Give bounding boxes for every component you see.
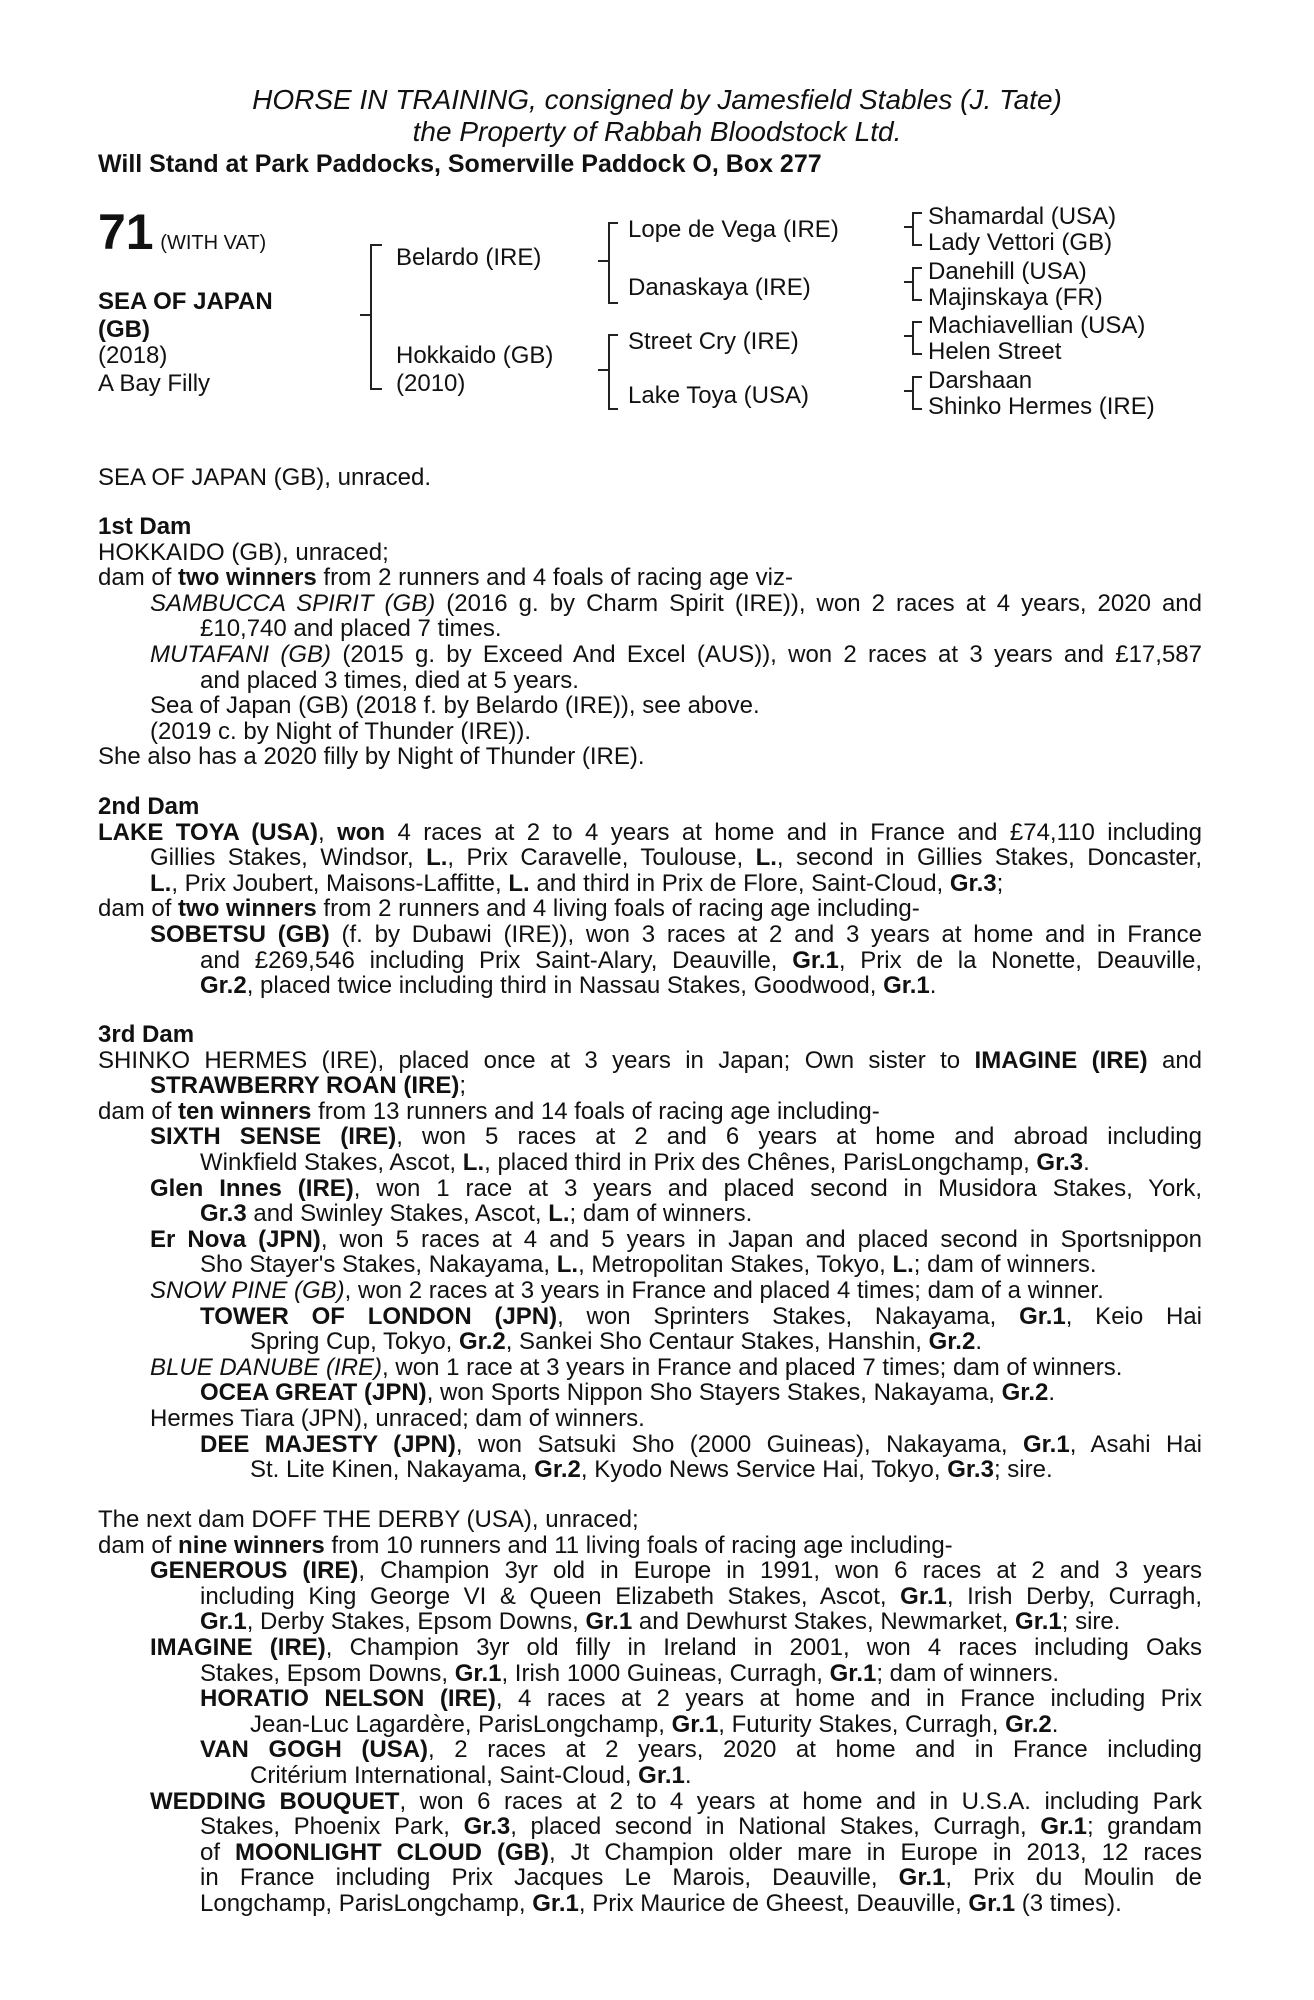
first-dam-line: HOKKAIDO (GB), unraced; <box>98 538 389 566</box>
first-dam-line: (2019 c. by Night of Thunder (IRE)). <box>150 717 532 745</box>
sire: Belardo (IRE) <box>396 244 542 271</box>
brace-g3-3-tip <box>904 335 912 337</box>
brace-g3-2 <box>912 267 922 301</box>
gen3-4: Majinskaya (FR) <box>928 284 1103 311</box>
next-dam-line: IMAGINE (IRE), Champion 3yr old filly in Ireland in 2001, won 4 races including Oaks <box>150 1634 1203 1661</box>
second-dam-line: and £269,546 including Prix Saint-Alary, Deauville, Gr.1, Prix de la Nonette, Deauville, <box>200 946 1203 974</box>
next-dam-line: The next dam DOFF THE DERBY (USA), unraced; <box>98 1506 639 1533</box>
next-dam-line: HORATIO NELSON (IRE), 4 races at 2 years at home and in France including Prix <box>200 1685 1202 1713</box>
third-dam-line: Gr.3 and Swinley Stakes, Ascot, L.; dam of winners. <box>200 1200 753 1228</box>
lot-description: A Bay Filly <box>98 370 211 397</box>
first-dam-line: £10,740 and placed 7 times. <box>200 615 502 643</box>
third-dam-line: Winkfield Stakes, Ascot, L., placed third in Prix des Chênes, ParisLongchamp, Gr.3. <box>200 1149 1090 1176</box>
second-dam-heading: 2nd Dam <box>98 793 200 820</box>
first-dam-line: dam of two winners from 2 runners and 4 foals of racing age viz- <box>98 564 793 592</box>
lot-name-2: (GB) <box>98 316 150 343</box>
brace-g3-4 <box>912 376 922 410</box>
header-location: Will Stand at Park Paddocks, Somerville Paddock O, Box 277 <box>98 150 822 178</box>
brace-sire <box>608 222 618 304</box>
header-property: the Property of Rabbah Bloodstock Ltd. <box>412 116 902 147</box>
third-dam-line: SIXTH SENSE (IRE), won 5 races at 2 and 6 years at home and abroad including <box>150 1123 1202 1151</box>
brace-gen1-tip <box>360 314 370 316</box>
dam: Hokkaido (GB) <box>396 342 554 369</box>
gen3-1: Shamardal (USA) <box>928 203 1117 230</box>
brace-dam-tip <box>598 369 608 371</box>
third-dam-line: Sho Stayer's Stakes, Nakayama, L., Metropolitan Stakes, Tokyo, L.; dam of winners. <box>200 1251 1097 1279</box>
third-dam-line: Hermes Tiara (JPN), unraced; dam of winners. <box>150 1405 645 1432</box>
lot-number-row <box>98 206 266 258</box>
third-dam-line: Er Nova (JPN), won 5 races at 4 and 5 years in Japan and placed second in Sportsnippon <box>150 1225 1203 1253</box>
second-dam-line: LAKE TOYA (USA), won 4 races at 2 to 4 years at home and in France and £74,110 including <box>98 818 1202 846</box>
third-dam-line: SNOW PINE (GB), won 2 races at 3 years in France and placed 4 times; dam of a winner. <box>150 1277 1104 1304</box>
third-dam-line: TOWER OF LONDON (JPN), won Sprinters Stakes, Nakayama, Gr.1, Keio Hai <box>200 1302 1202 1330</box>
third-dam-line: St. Lite Kinen, Nakayama, Gr.2, Kyodo News Service Hai, Tokyo, Gr.3; sire. <box>250 1456 1053 1484</box>
next-dam-line: Critérium International, Saint-Cloud, Gr.1. <box>250 1762 692 1789</box>
brace-g3-4-tip <box>904 390 912 392</box>
dam-dam: Lake Toya (USA) <box>628 382 809 409</box>
lot-vat: (WITH VAT) <box>160 232 267 254</box>
next-dam-line: dam of nine winners from 10 runners and 11 living foals of racing age including- <box>98 1531 953 1559</box>
next-dam-line: Jean-Luc Lagardère, ParisLongchamp, Gr.1, Futurity Stakes, Curragh, Gr.2. <box>250 1710 1059 1738</box>
next-dam-line: Stakes, Epsom Downs, Gr.1, Irish 1000 Guineas, Curragh, Gr.1; dam of winners. <box>200 1659 1060 1687</box>
second-dam-line: SOBETSU (GB) (f. by Dubawi (IRE)), won 3 races at 2 and 3 years at home and in France <box>150 921 1202 948</box>
third-dam-line: SHINKO HERMES (IRE), placed once at 3 years in Japan; Own sister to IMAGINE (IRE) and <box>98 1046 1203 1074</box>
first-dam-line: MUTAFANI (GB) (2015 g. by Exceed And Excel (AUS)), won 2 races at 3 years and £17,587 <box>150 641 1202 668</box>
gen3-8: Shinko Hermes (IRE) <box>928 393 1155 420</box>
gen3-6: Helen Street <box>928 338 1062 365</box>
second-dam-line: Gr.2, placed twice including third in Nassau Stakes, Goodwood, Gr.1. <box>200 972 937 1000</box>
next-dam-line: in France including Prix Jacques Le Marois, Deauville, Gr.1, Prix du Moulin de <box>200 1864 1203 1892</box>
third-dam-line: OCEA GREAT (JPN), won Sports Nippon Sho Stayers Stakes, Nakayama, Gr.2. <box>200 1379 1056 1407</box>
sire-dam: Danaskaya (IRE) <box>628 274 811 301</box>
third-dam-line: STRAWBERRY ROAN (IRE); <box>150 1072 467 1100</box>
brace-sire-tip <box>598 260 608 262</box>
second-dam-line: dam of two winners from 2 runners and 4 living foals of racing age including- <box>98 895 920 923</box>
first-dam-line: SAMBUCCA SPIRIT (GB) (2016 g. by Charm Spirit (IRE)), won 2 races at 4 years, 2020 and <box>150 589 1202 617</box>
third-dam-line: Glen Innes (IRE), won 1 race at 3 years and placed second in Musidora Stakes, York, <box>150 1174 1202 1202</box>
first-dam-heading: 1st Dam <box>98 513 192 540</box>
brace-g3-2-tip <box>904 281 912 283</box>
brace-gen1 <box>370 244 382 390</box>
third-dam-line: DEE MAJESTY (JPN), won Satsuki Sho (2000 Guineas), Nakayama, Gr.1, Asahi Hai <box>200 1430 1202 1458</box>
brace-g3-1 <box>912 212 922 246</box>
third-dam-line: BLUE DANUBE (IRE), won 1 race at 3 years in France and placed 7 times; dam of winners. <box>150 1353 1123 1381</box>
next-dam-line: Stakes, Phoenix Park, Gr.3, placed second in National Stakes, Curragh, Gr.1; grandam <box>200 1813 1203 1841</box>
third-dam-line: dam of ten winners from 13 runners and 14 foals of racing age including- <box>98 1097 880 1125</box>
sire-sire: Lope de Vega (IRE) <box>628 216 839 243</box>
lot-name-1: SEA OF JAPAN <box>98 288 273 315</box>
gen3-2: Lady Vettori (GB) <box>928 229 1113 256</box>
next-dam-line: Longchamp, ParisLongchamp, Gr.1, Prix Maurice de Gheest, Deauville, Gr.1 (3 times). <box>200 1890 1122 1917</box>
next-dam-line: Gr.1, Derby Stakes, Epsom Downs, Gr.1 and Dewhurst Stakes, Newmarket, Gr.1; sire. <box>200 1608 1121 1636</box>
brace-g3-3 <box>912 321 922 355</box>
third-dam-heading: 3rd Dam <box>98 1021 195 1048</box>
next-dam-line: GENEROUS (IRE), Champion 3yr old in Europe in 1991, won 6 races at 2 and 3 years <box>150 1557 1202 1585</box>
gen3-3: Danehill (USA) <box>928 258 1087 285</box>
dam-year: (2010) <box>396 370 466 397</box>
brace-g3-1-tip <box>904 226 912 228</box>
next-dam-line: WEDDING BOUQUET, won 6 races at 2 to 4 years at home and in U.S.A. including Park <box>150 1787 1202 1815</box>
next-dam-line: VAN GOGH (USA), 2 races at 2 years, 2020 at home and in France including <box>200 1736 1203 1764</box>
next-dam-line: of MOONLIGHT CLOUD (GB), Jt Champion older mare in Europe in 2013, 12 races <box>200 1838 1203 1866</box>
first-dam-line: She also has a 2020 filly by Night of Thunder (IRE). <box>98 743 645 771</box>
lot-number: 71 <box>98 204 154 260</box>
second-dam-line: L., Prix Joubert, Maisons-Laffitte, L. and third in Prix de Flore, Saint-Cloud, Gr.3; <box>150 869 1004 897</box>
gen3-5: Machiavellian (USA) <box>928 312 1146 339</box>
dam-sire: Street Cry (IRE) <box>628 328 799 355</box>
first-dam-line: Sea of Japan (GB) (2018 f. by Belardo (IRE)), see above. <box>150 692 760 720</box>
second-dam-line: Gillies Stakes, Windsor, L., Prix Caravelle, Toulouse, L., second in Gillies Stakes, Doncaster, <box>150 844 1202 872</box>
brace-dam <box>608 334 618 410</box>
lot-year: (2018) <box>98 342 168 369</box>
gen3-7: Darshaan <box>928 367 1033 394</box>
first-dam-line: and placed 3 times, died at 5 years. <box>200 666 579 694</box>
intro-line: SEA OF JAPAN (GB), unraced. <box>98 464 431 491</box>
third-dam-line: Spring Cup, Tokyo, Gr.2, Sankei Sho Centaur Stakes, Hanshin, Gr.2. <box>250 1328 982 1356</box>
header-consignor: HORSE IN TRAINING, consigned by Jamesfield Stables (J. Tate) <box>252 84 1062 115</box>
next-dam-line: including King George VI & Queen Elizabeth Stakes, Ascot, Gr.1, Irish Derby, Curragh, <box>200 1582 1202 1610</box>
